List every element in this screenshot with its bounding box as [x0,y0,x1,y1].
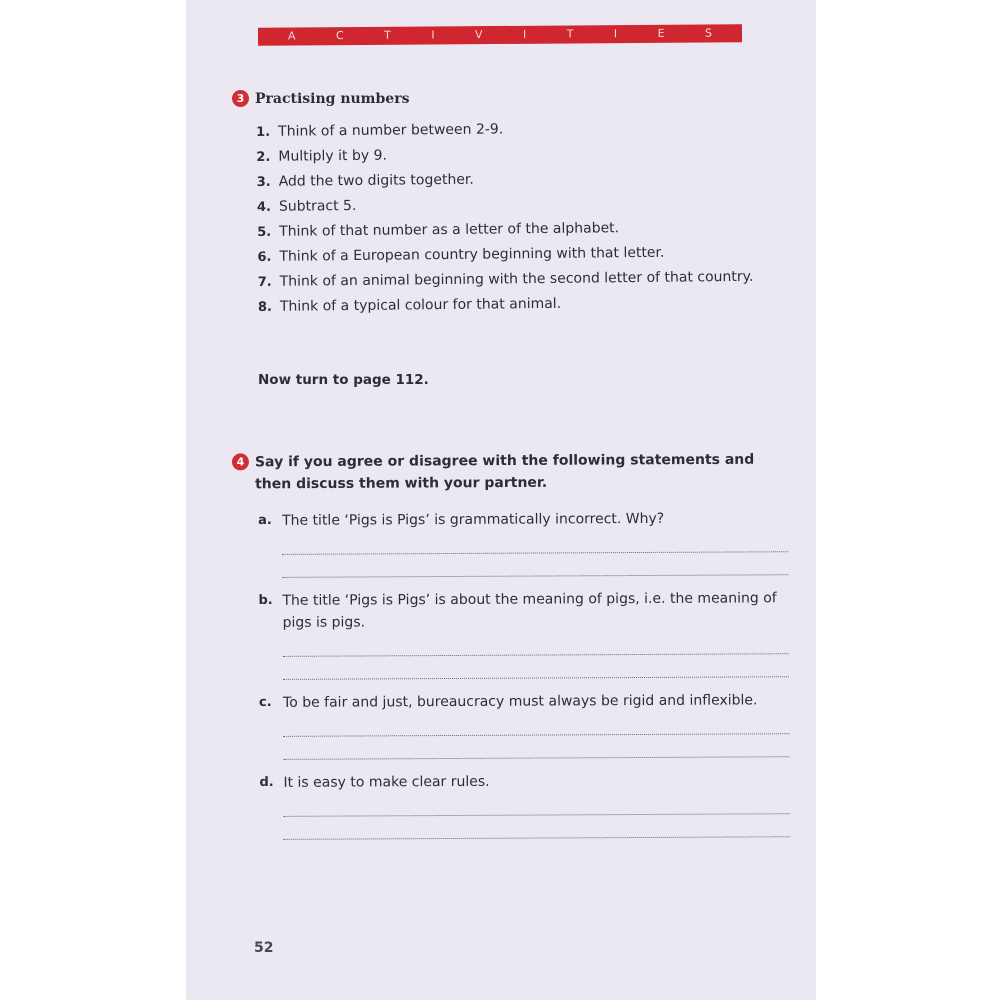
workbook-page [186,0,816,1000]
banner-letter: S [704,26,713,40]
answer-line[interactable] [284,814,790,840]
list-item [258,507,788,578]
banner-letter: T [566,27,574,41]
statement-letter: d. [259,774,274,790]
statement-letter: c. [258,694,272,710]
step-number: 8. [257,299,273,315]
banner-letter: T [384,28,391,42]
step-text: Think of a European country beginning with that letter. [279,244,665,265]
list-item [259,689,789,760]
step-text: Add the two digits together. [278,171,474,190]
step-text: Think of a number between 2-9. [278,121,504,140]
statement-letter: b. [258,592,273,608]
statement-text: To be fair and just, bureaucracy must always be rigid and inflexible. [282,692,758,711]
section-3-number-badge: 3 [232,90,249,107]
step-number: 7. [257,274,272,290]
banner-letter: A [287,29,296,43]
banner-letter: I [522,27,527,41]
statement-text: It is easy to make clear rules. [283,773,490,791]
list-item [258,587,788,680]
list-item [258,290,758,320]
list-item [259,769,789,840]
step-number: 3. [256,174,271,190]
step-number: 6. [257,249,272,265]
section-4-title: Say if you agree or disagree with the following statements and then discuss them with your partner. [254,451,755,493]
step-number: 2. [256,149,271,165]
statements-list [258,507,790,840]
answer-line[interactable] [283,734,789,760]
section-3-title: Practising numbers [255,90,410,107]
banner-letter: V [474,28,483,42]
statement-letter: a. [258,512,272,528]
answer-line[interactable] [283,711,789,737]
activities-banner [258,24,742,45]
page-reference-instruction: Now turn to page 112. [258,372,429,388]
page-number: 52 [254,940,274,956]
step-text: Subtract 5. [278,197,357,215]
answer-line[interactable] [283,654,789,680]
step-number: 4. [256,199,271,215]
banner-letter: E [657,26,665,40]
banner-letter: I [431,28,435,42]
step-text: Multiply it by 9. [278,147,388,165]
step-text: Think of that number as a letter of the alphabet. [279,220,620,240]
banner-letter: C [335,29,344,43]
step-text: Think of a typical colour for that animal. [279,295,562,315]
section-4-heading [232,449,792,496]
statement-text: The title ‘Pigs is Pigs’ is about the meaning of pigs, i.e. the meaning of pigs is pigs. [282,590,777,631]
step-number: 1. [256,124,271,140]
answer-line[interactable] [283,791,789,817]
answer-line[interactable] [283,631,789,657]
steps-list [256,115,758,320]
step-text: Think of an animal beginning with the second letter of that country. [279,268,754,290]
section-3-heading [232,90,409,107]
banner-letter: I [613,27,618,41]
step-number: 5. [257,224,272,240]
answer-line[interactable] [282,552,788,578]
statement-text: The title ‘Pigs is Pigs’ is grammatically incorrect. Why? [282,510,665,529]
answer-line[interactable] [282,529,788,555]
section-4-number-badge: 4 [232,453,249,470]
